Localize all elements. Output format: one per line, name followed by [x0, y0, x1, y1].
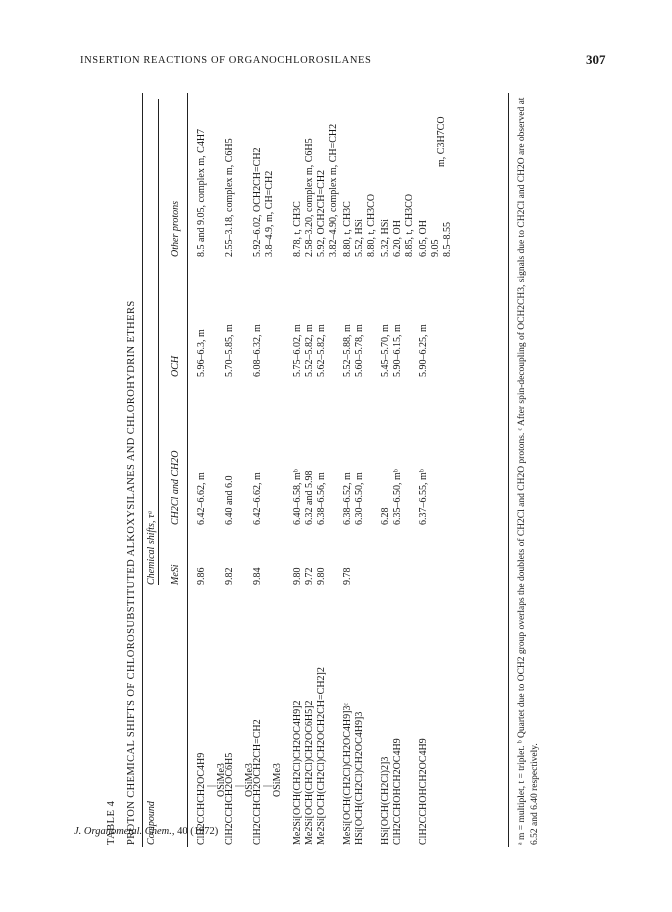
ch2-cell: 6.28	[380, 507, 391, 525]
compound-cell: Me2Si[OCH(CH2Cl)CH2OC6H5]2	[304, 700, 315, 845]
journal-volume-year: 40 (1972)	[177, 826, 219, 837]
other-protons-cell: 5.92, OCH2CH=CH2	[316, 169, 327, 257]
compound-cell: ClH2CCHOHCH2OC4H9	[418, 738, 429, 845]
running-head: INSERTION REACTIONS OF ORGANOCHLOROSILANES	[80, 55, 372, 66]
other-protons-cell: 5.52, HSi	[354, 218, 365, 257]
och-cell: 5.70–5.85, m	[224, 324, 235, 377]
ch2-cell: 6.35–6.50, mᵇ	[392, 469, 403, 525]
compound-cell: HSi[OCH(CH2Cl)2]3	[380, 756, 391, 845]
ch2-cell: 6.40 and 6.0	[224, 475, 235, 525]
other-protons-cell: 8.78, t, CH3C	[292, 201, 303, 257]
ch2-cell: 6.42–6.62, m	[196, 472, 207, 525]
column-group-header: Chemical shifts, τᵃ	[146, 510, 157, 585]
other-protons-cell: 3.82–4.90, complex m, CH=CH2	[328, 123, 339, 257]
bond-line: |	[234, 784, 245, 787]
och-cell: 5.62–5.82, m	[316, 324, 327, 377]
other-protons-cell: 2.55–3.18, complex m, C6H5	[224, 138, 235, 257]
other-protons-cell: 5.32, HSi	[380, 218, 391, 257]
journal-name: J. Organometal. Chem.	[74, 826, 172, 837]
och-cell: 6.08–6.32, m	[252, 324, 263, 377]
och-cell: 5.52–5.88, m	[342, 324, 353, 377]
other-protons-cell: 8.80, t, CH3CO	[366, 193, 377, 257]
och-cell: 5.60–5.78, m	[354, 324, 365, 377]
och-cell: 5.75–6.02, m	[292, 324, 303, 377]
mesi-cell: 9.78	[342, 567, 353, 585]
page-number: 307	[586, 52, 606, 67]
other-protons-cell: 6.05, OH	[418, 220, 429, 257]
compound-substituent: OSiMe3	[272, 763, 283, 797]
compound-cell: ClH2CCHCH2OCH2CH=CH2	[252, 719, 263, 845]
compound-cell: MeSi[OCH(CH2Cl)CH2OC4H9]3ᶜ	[342, 702, 353, 845]
mesi-cell: 9.80	[316, 567, 327, 585]
other-protons-cell: 5.92–6.02, OCH2CH=CH2	[252, 147, 263, 257]
mesi-cell: 9.84	[252, 567, 263, 585]
ch2-cell: 6.30–6.50, m	[354, 472, 365, 525]
other-protons-cell: 8.80, t, CH3C	[342, 201, 353, 257]
ch2-cell: 6.40–6.58, mᵇ	[292, 469, 303, 525]
compound-cell: Me2Si[OCH(CH2Cl)CH2OCH2CH=CH2]2	[316, 667, 327, 845]
compound-cell: ClH2CCHCH2OC6H5	[224, 752, 235, 845]
compound-cell: HSi[OCH(CH2Cl)CH2OC4H9]3	[354, 711, 365, 845]
column-header-compound: Compound	[146, 801, 157, 845]
column-header-ch2: CH2Cl and CH2O	[170, 450, 181, 525]
column-header-other: Other protons	[170, 200, 181, 257]
column-header-och: OCH	[170, 355, 181, 377]
other-protons-cell: 2.58–3.20, complex m, C6H5	[304, 138, 315, 257]
other-protons-cell: 3.8–4.9, m, CH=CH2	[264, 170, 275, 257]
column-header-mesi: MeSi	[170, 564, 181, 585]
other-protons-cell: 6.20, OH	[392, 220, 403, 257]
journal-reference: J. Organometal. Chem., 40 (1972)	[74, 826, 219, 837]
mesi-cell: 9.82	[224, 567, 235, 585]
mesi-cell: 9.86	[196, 567, 207, 585]
och-cell: 5.90–6.15, m	[392, 324, 403, 377]
table-label: TABLE 4	[106, 800, 117, 845]
other-protons-cell: 8.85, t, CH3CO	[404, 193, 415, 257]
ch2-cell: 6.38–6.52, m	[342, 472, 353, 525]
mesi-cell: 9.80	[292, 567, 303, 585]
other-protons-cell: 8.5 and 9.05, complex m, C4H7	[196, 128, 207, 257]
compound-cell: Me2Si[OCH(CH2Cl)CH2OC4H9]2	[292, 700, 303, 845]
och-cell: 5.96–6.3, m	[196, 329, 207, 377]
och-cell: 5.90–6.25, m	[418, 324, 429, 377]
och-cell: 5.45–5.70, m	[380, 324, 391, 377]
bond-line: |	[206, 784, 217, 787]
bond-line: |	[262, 784, 273, 787]
compound-substituent: OSiMe3	[216, 763, 227, 797]
header-bottom-rule	[187, 93, 188, 847]
table-title: PROTON CHEMICAL SHIFTS OF CHLOROSUBSTITUTED ALKOXYSILANES AND CHLOROHYDRIN ETHERS	[126, 300, 137, 845]
other-protons-cell: 8.5–8.55	[442, 222, 453, 257]
table-bottom-rule	[508, 93, 509, 847]
ch2-cell: 6.38–6.56, m	[316, 472, 327, 525]
table-top-rule	[142, 93, 143, 847]
ch2-cell: 6.37–6.55, mᵇ	[418, 469, 429, 525]
other-protons-cell: m, C3H7CO	[436, 116, 447, 167]
group-header-rule	[158, 99, 159, 585]
och-cell: 5.52–5.82, m	[304, 324, 315, 377]
compound-cell: ClH2CCHOHCH2OC4H9	[392, 738, 403, 845]
compound-substituent: OSiMe3	[244, 763, 255, 797]
compound-cell: ClH2CCHCH2OC4H9	[196, 752, 207, 845]
mesi-cell: 9.72	[304, 567, 315, 585]
table-footnote: ᵃ m = multiplet, t = triplet. ᵇ Quartet due to OCH2 group overlaps the doublets of CH2Cl and CH2O protons. ᶜ After spin-decoupling of OCH2CH3, signals due to CH2Cl and CH2O are observed at 6.52 and 6.40 respectively.	[517, 97, 540, 845]
ch2-cell: 6.42–6.62, m	[252, 472, 263, 525]
ch2-cell: 6.32 and 5.98	[304, 470, 315, 525]
other-protons-cell: 9.05	[430, 239, 441, 257]
rotated-table	[106, 87, 606, 847]
